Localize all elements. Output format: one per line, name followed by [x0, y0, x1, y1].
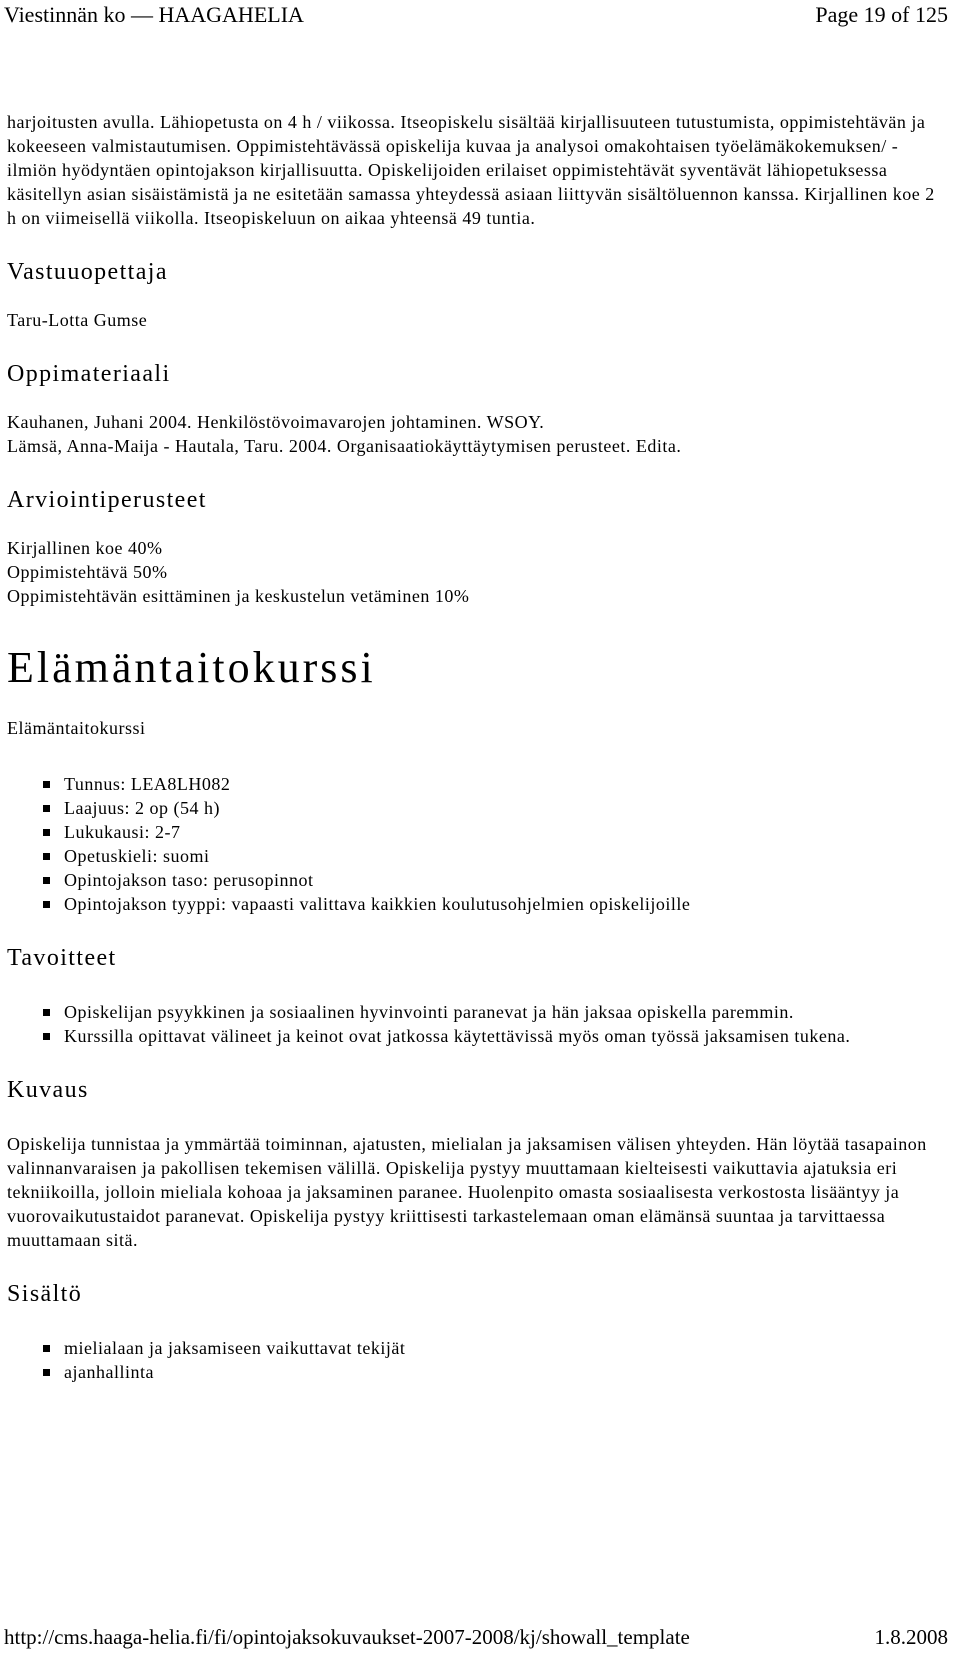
course-title: Elämäntaitokurssi: [7, 643, 376, 692]
assessment-item: Oppimistehtävän esittäminen ja keskustelun vetäminen 10%: [7, 586, 470, 606]
header-title: Viestinnän ko — HAAGAHELIA: [4, 2, 304, 27]
goal-item: Opiskelijan psyykkinen ja sosiaalinen hyvinvointi paranevat ja hän jaksaa opiskella paremmin.: [64, 1000, 947, 1024]
assessment-list: [7, 536, 947, 608]
teacher-name: Taru-Lotta Gumse: [7, 310, 148, 330]
content-item: mielialaan ja jaksamiseen vaikuttavat tekijät: [64, 1336, 947, 1360]
material-item: Kauhanen, Juhani 2004. Henkilöstövoimavarojen johtaminen. WSOY.: [7, 412, 545, 432]
course-fact: Laajuus: 2 op (54 h): [64, 796, 947, 820]
assessment-item: Kirjallinen koe 40%: [7, 538, 163, 558]
heading-arviointiperusteet: Arviointiperusteet: [7, 487, 207, 513]
content-item: ajanhallinta: [64, 1360, 947, 1384]
heading-kuvaus: Kuvaus: [7, 1077, 89, 1103]
course-fact: Tunnus: LEA8LH082: [64, 772, 947, 796]
page-counter: Page 19 of 125: [815, 2, 948, 27]
footer-url: http://cms.haaga-helia.fi/fi/opintojaksokuvaukset-2007-2008/kj/showall_template: [4, 1625, 690, 1649]
description-paragraph: Opiskelija tunnistaa ja ymmärtää toiminnan, ajatusten, mielialan ja jaksamisen välisen yhteyden. Hän löytää tasapainon valinnanvaraisen ja pakollisen tekemisen välillä. Opiskelija pystyy muuttamaan kielteisesti vaikuttavia ajatuksia eri tekniikoilla, jolloin mieliala kohoaa ja jaksaminen paranee. Huolenpito omasta sosiaalisesta verkostosta lisääntyy ja vuorovaikutustaidot paranevat. Opiskelija pystyy kriittisesti tarkastelemaan oman elämänsä suuntaa ja tarvittaessa muuttamaan sitä.: [7, 1134, 927, 1250]
goal-item: Kurssilla opittavat välineet ja keinot ovat jatkossa käytettävissä myös oman työssä jaksamisen tukena.: [64, 1024, 947, 1048]
assessment-item: Oppimistehtävä 50%: [7, 562, 168, 582]
course-fact: Lukukausi: 2-7: [64, 820, 947, 844]
course-fact: Opintojakson tyyppi: vapaasti valittava kaikkien koulutusohjelmien opiskelijoille: [64, 892, 947, 916]
course-fact: Opintojakson taso: perusopinnot: [64, 868, 947, 892]
course-fact: Opetuskieli: suomi: [64, 844, 947, 868]
print-footer: [4, 1624, 948, 1650]
footer-date: 1.8.2008: [874, 1625, 948, 1649]
document-body: [7, 110, 947, 1384]
course-facts-list: [7, 772, 947, 916]
contents-list: [7, 1336, 947, 1384]
material-item: Lämsä, Anna-Maija - Hautala, Taru. 2004. Organisaatiokäyttäytymisen perusteet. Edita.: [7, 436, 682, 456]
heading-tavoitteet: Tavoitteet: [7, 945, 117, 971]
material-list: [7, 410, 947, 458]
heading-sisalto: Sisältö: [7, 1281, 83, 1307]
heading-oppimateriaali: Oppimateriaali: [7, 361, 171, 387]
goals-list: [7, 1000, 947, 1048]
print-header: [4, 2, 948, 28]
heading-vastuuopettaja: Vastuuopettaja: [7, 259, 168, 285]
intro-paragraph: harjoitusten avulla. Lähiopetusta on 4 h / viikossa. Itseopiskelu sisältää kirjallisuuteen tutustumista, oppimistehtävän ja kokeeseen valmistautumisen. Oppimistehtävässä opiskelija kuvaa ja analysoi omakohtaisen työelämäkokemuksen/ -ilmiön hyödyntäen opintojakson kirjallisuutta. Opiskelijoiden erilaiset oppimistehtävät syventävät lähiopetuksessa käsitellyn asian sisäistämistä ja ne esitetään samassa yhteydessä asiaan liittyvän sisältöluennon kanssa. Kirjallinen koe 2 h on viimeisellä viikolla. Itseopiskeluun on aikaa yhteensä 49 tuntia.: [7, 112, 935, 228]
course-subtitle: Elämäntaitokurssi: [7, 718, 146, 738]
